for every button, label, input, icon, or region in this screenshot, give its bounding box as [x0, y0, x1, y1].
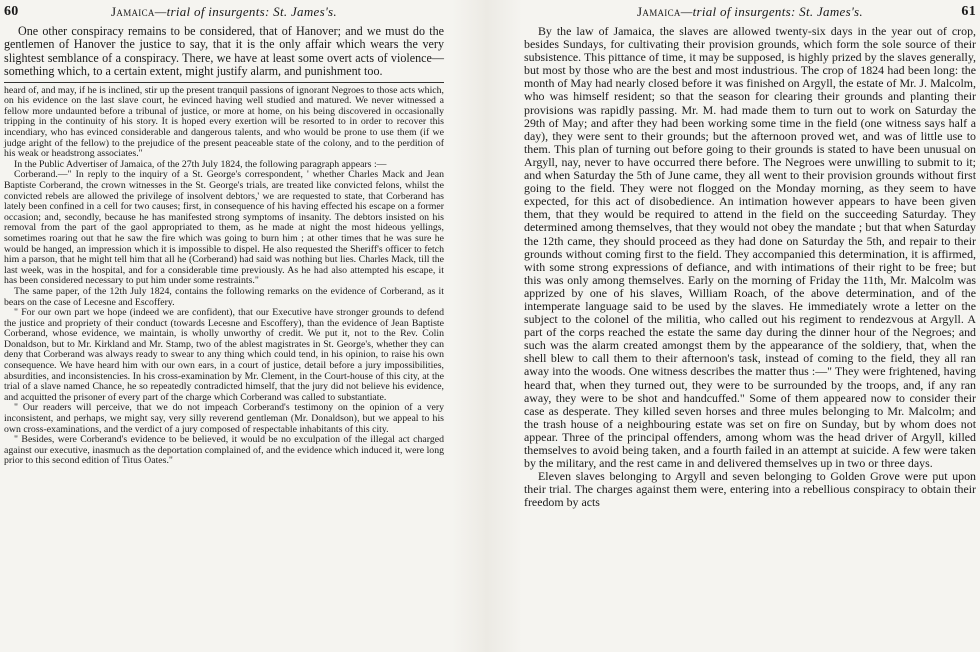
right-page-number: 61: [961, 4, 976, 19]
left-page-number: 60: [4, 4, 19, 19]
small-paragraph: heard of, and may, if he is inclined, stir up the present tranquil passions of ignorant Negroes to those acts which, on his evidence on the last slave court, he evinced having well studied and matured. We never witnessed a fellow more undaunted before a tribunal of justice, or more at home, on his being discovered in occasionally tripping in the continuity of his story. It is hoped every exertion will be resorted to in order to recover this incendiary, who has evinced considerable and dangerous talents, and who would be prone to use them (if we judge aright of the fellow) to the prejudice of the present peaceable state of the colony, and to the perdition of his weak or headstrong associates.": [4, 84, 444, 160]
small-paragraph: The same paper, of the 12th July 1824, contains the following remarks on the evidence of Corberand, as it bears on the case of Lecesne and Escoffery.: [4, 285, 444, 308]
book-gutter: [452, 0, 522, 652]
small-paragraph: In the Public Advertiser of Jamaica, of the 27th July 1824, the following paragraph appears :—: [14, 158, 387, 170]
right-page: [522, 0, 980, 652]
right-header-prefix: Jamaica: [637, 4, 681, 19]
small-paragraph: " For our own part we hope (indeed we are confident), that our Executive have stronger grounds to defend the justice and propriety of their conduct (towards Lecesne and Escoffery), than the evidence of Jean Baptiste Corberand, whose evidence, we maintain, is wholly unworthy of credit. We put it, not to the Rev. Colin Donaldson, but to Mr. Kirkland and Mr. Stamp, two of the ablest magistrates in St. George's, whether they can deny that Corberand was always ready to swear to any thing which could tend, in his opinion, to raise his own consequence. We have heard him with our own ears, in a court of justice, detail before a jury impossibilities, absurdities, and inconsistencies. In his cross-examination by Mr. Clement, in the Court-house of this city, at the trial of a slave named Chance, he so repeatedly contradicted himself, that the jury did not believe his evidence, and acquitted the prisoner of every part of the charge which Corberand was called to substantiate.: [4, 307, 444, 403]
right-body-text: [524, 25, 976, 509]
left-page: [0, 0, 452, 652]
body-paragraph: By the law of Jamaica, the slaves are allowed twenty-six days in the year out of crop, besides Sundays, for cultivating their provision grounds, which form the sole source of their subsistence. This pittance of time, it may be supposed, is highly prized by the slaves generally, but most by those who are the best and most industrious. The crop of 1824 had been long: the month of May had nearly closed before it was finished on Argyll, the estate of Mr. J. Malcolm, who was himself resident; so that the season for clearing their grounds and planting their provisions was rapidly passing. Mr. M. had made them to turn out to work on Saturday the 29th of May; and after they had been working some time in the field (one witness says half a day), they were sent to their grounds; but the afternoon proved wet, and was of little use to them. This plan of turning out before going to their grounds is stated to have been unusual on Argyll, nay, never to have occurred there before. The Negroes were unwilling to submit to it; and when Saturday the 5th of June came, they all went to their provision grounds without first going to the field. They were not flogged on the Monday morning, as they seem to have expected, for this act of disobedience. An intimation however appears to have been given them, that they would be required to attend in the field on the succeeding Saturday. They determined among themselves, that they would not obey the mandate ; but that when Saturday the 12th came, they should proceed as they had done on Saturday the 5th, and repair to their grounds without coming first to the field. They accompanied this determination, it is affirmed, with some strong expressions of defiance, and with intimations of their right to be free; but this was only among themselves. Early on the morning of Friday the 11th, Mr. Malcolm was apprized by one of his slaves, William Roach, of the above determination, and of the intemperate language said to be used by the slaves. He immediately wrote a letter on the subject to the colonel of the militia, who called out his regiment to rendezvous at Argyll. A part of the corps reached the estate the same day during the dinner hour of the Negroes; and such was the alarm created amongst them by the appearance of the soldiery, that, when the shell blew to call them to their afternoon's task, instead of coming to the field, they all ran away into the woods. One witness describes the matter thus :—" They were frightened, having heard that, when they turned out, they were to be surrounded by the troops, and, if any ran away, they were to be shot and handcuffed." Some of them appeared now to consider their case as desperate. They killed seven horses and three mules belonging to Mr. Malcolm; and the trash house of a neighbouring estate was set on fire on Sunday, but by whom does not appear. Three of the principal offenders, among whom was the head driver of Argyll, killed themselves to avoid being taken, and a fourth failed in an attempt at suicide. A few were taken by the military, and the rest came in and delivered themselves up in two or three days.: [524, 24, 976, 471]
left-header-title: [111, 4, 337, 19]
footnote-divider: [4, 82, 444, 83]
left-small-text-block: [4, 86, 444, 467]
right-header-title: [637, 4, 863, 19]
left-lead-paragraph-block: [4, 25, 444, 79]
right-header-subtitle: —trial of insurgents: St. James's.: [680, 4, 863, 19]
left-running-header: [4, 4, 444, 22]
small-paragraph: Corberand.—" In reply to the inquiry of a St. George's correspondent, ' whether Charles Mack and Jean Baptiste Corberand, the crown witnesses in the St. George's trials, are treated like convicted felons, whilst the convicted rebels are allowed the privilege of insolvent debtors,' we are requested to state, that Corberand has lately been confined in a cell for two causes; first, in consequence of his having effected his escape on a former occasion; and, secondly, because he has manifested strong symptoms of insanity. The debtors insisted on his removal from the part of the gaol appropriated to them, as he made at night the most hideous yellings, sometimes roaring out that he saw the fire which was going to burn him ; at other times that he was sure he would be hanged, an impression which it is impossible to dispel. He also requested the Sheriff's officer to fetch him a parson, that he might tell him that all he (Corberand) had said was nothing but lies. Charles Mack, till the last week, was in the hospital, and for a considerable time previously. As he had also attempted his escape, it has been considered necessary to put him under some restraints.": [4, 169, 444, 287]
small-paragraph: " Our readers will perceive, that we do not impeach Corberand's testimony on the opinion of a very inconsistent, and perhaps, we might say, very silly reverend gentleman (Mr. Donaldson), but we appeal to his own cross-examinations, and the verdict of a jury composed of respectable inhabitants of this city.: [4, 402, 444, 435]
left-lead-paragraph: One other conspiracy remains to be considered, that of Hanover; and we must do the gentlemen of Hanover the justice to say, that it is the only affair which wears the very slightest semblance of a conspiracy. There, we have at least some overt acts of violence—something which, to a certain extent, might justify alarm, and punishment too.: [4, 24, 444, 79]
left-header-subtitle: —trial of insurgents: St. James's.: [154, 4, 337, 19]
small-paragraph: " Besides, were Corberand's evidence to be believed, it would be no exculpation of the illegal act charged against our executive, inasmuch as the deportation complained of, and the evidence which induced it, were long prior to this second edition of Titus Oates.": [4, 434, 444, 467]
body-paragraph: Eleven slaves belonging to Argyll and seven belonging to Golden Grove were put upon their trial. The charges against them were, entering into a rebellious conspiracy to obtain their freedom by acts: [524, 469, 976, 510]
left-header-prefix: Jamaica: [111, 4, 155, 19]
right-running-header: [524, 4, 976, 22]
